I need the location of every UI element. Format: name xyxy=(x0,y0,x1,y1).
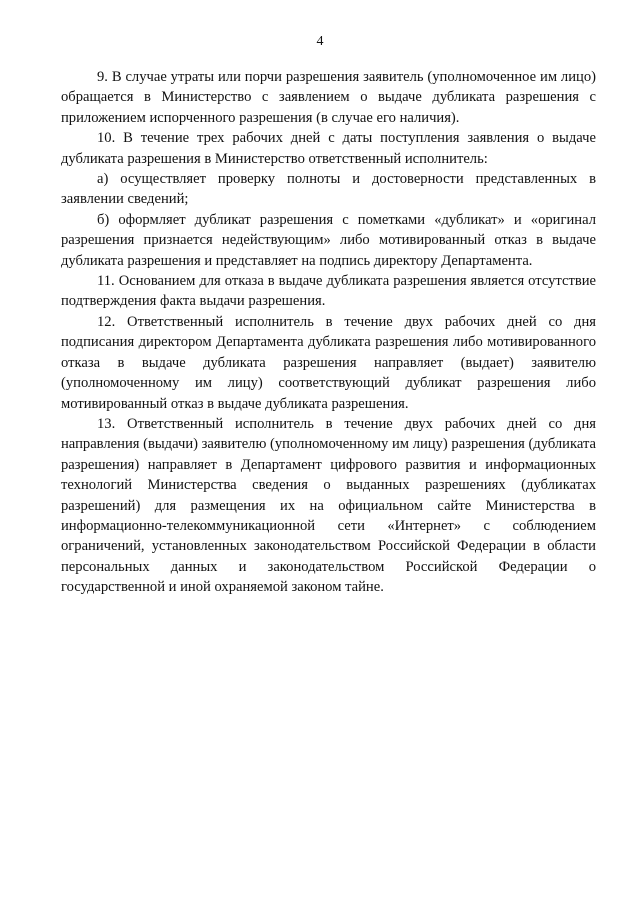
paragraph-10-item-b: б) оформляет дубликат разрешения с пометками «дубликат» и «оригинал разрешения признается недействующим» либо мотивированный отказ в выдаче дубликата разрешения и представляет на подпись директору Департамента. xyxy=(61,211,596,269)
paragraph-10: 10. В течение трех рабочих дней с даты поступления заявления о выдаче дубликата разрешения в Министерство ответственный исполнитель: xyxy=(61,130,596,167)
paragraph-13: 13. Ответственный исполнитель в течение двух рабочих дней со дня направления (выдачи) заявителю (уполномоченному им лицу) разрешения (дубликата разрешения) направляет в Департамент цифрового развития и информационных технологий Министерства сведения о выданных разрешениях (дубликатах разрешений) для размещения их на официальном сайте Министерства в информационно-телекоммуникационной сети «Интернет» с соблюдением ограничений, установленных законодательством Российской Федерации в области персональных данных и законодательством Российской Федерации о государственной и иной охраняемой законом тайне. xyxy=(61,415,596,596)
page-number: 4 xyxy=(316,34,324,49)
document-body xyxy=(61,67,596,598)
paragraph-11: 11. Основанием для отказа в выдаче дубликата разрешения является отсутствие подтверждения факта выдачи разрешения. xyxy=(61,273,596,310)
paragraph-9: 9. В случае утраты или порчи разрешения заявитель (уполномоченное им лицо) обращается в Министерство с заявлением о выдаче дубликата разрешения с приложением испорченного разрешения (в случае его наличия). xyxy=(61,69,596,126)
paragraph-10-item-a: а) осуществляет проверку полноты и достоверности представленных в заявлении сведений; xyxy=(61,171,596,208)
paragraph-12: 12. Ответственный исполнитель в течение двух рабочих дней со дня подписания директором Департамента дубликата разрешения либо мотивированного отказа в выдаче дубликата разрешения направляет (выдает) заявителю (уполномоченному им лицу) соответствующий дубликат разрешения либо мотивированный отказ в выдаче дубликата разрешения. xyxy=(61,313,596,412)
